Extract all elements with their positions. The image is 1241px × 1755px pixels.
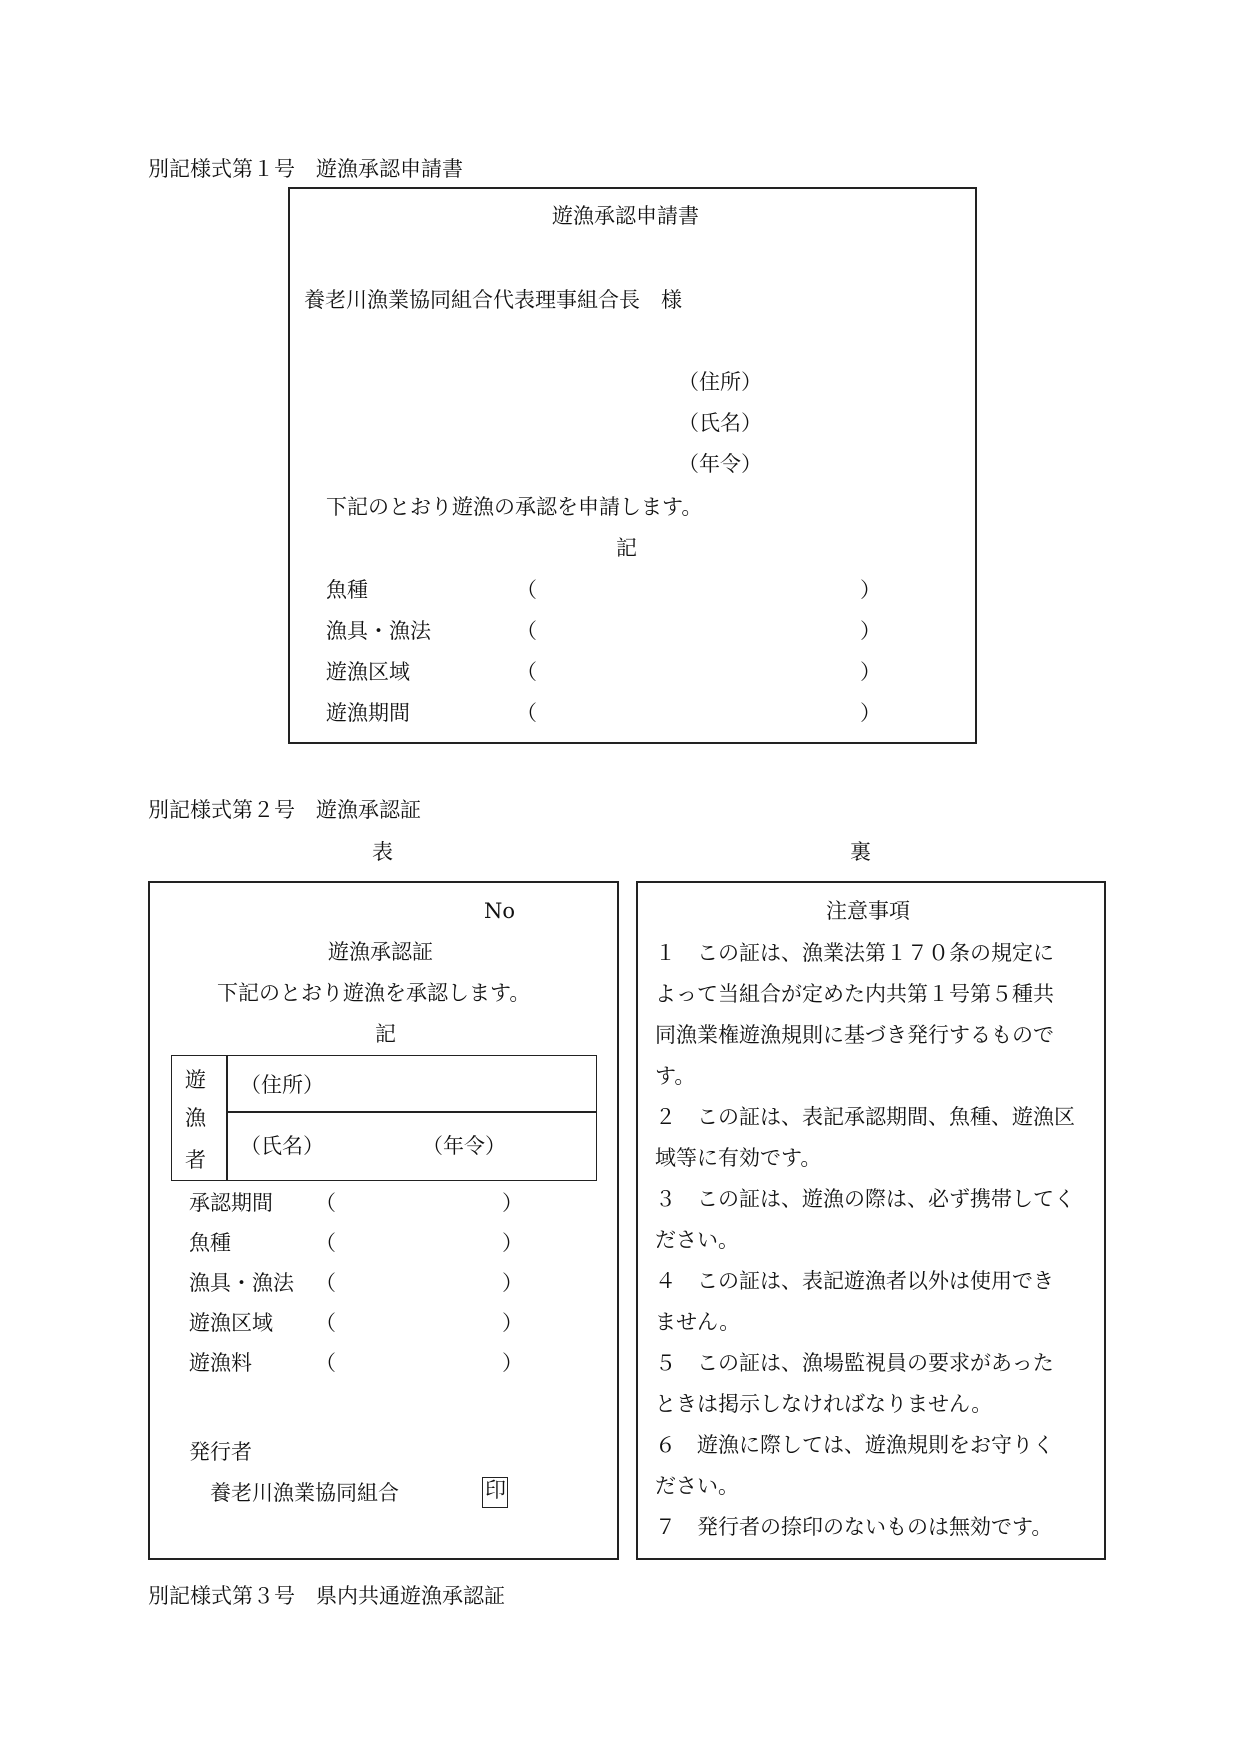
form2-front-label: 表 <box>372 840 393 864</box>
fisher-table <box>171 1055 597 1181</box>
front-item-gear: 漁具・漁法 <box>189 1271 294 1295</box>
front-paren-open: （ <box>315 1271 336 1295</box>
fisher-label-char: 漁 <box>185 1106 206 1130</box>
form1-item-period: 遊漁期間 <box>326 701 410 725</box>
front-item-area: 遊漁区域 <box>189 1311 273 1335</box>
note-line: ２ この証は、表記承認期間、魚種、遊漁区 <box>655 1105 1075 1129</box>
form2-front-no: No <box>484 899 516 923</box>
front-paren-close: ） <box>502 1191 523 1215</box>
form1-address-label: （住所） <box>678 370 762 394</box>
note-line: ５ この証は、漁場監視員の要求があった <box>655 1351 1054 1375</box>
note-line: ３ この証は、遊漁の際は、必ず携帯してく <box>655 1187 1075 1211</box>
form1-paren-open: （ <box>516 578 537 602</box>
note-line: １ この証は、漁業法第１７０条の規定に <box>655 941 1054 965</box>
form1-caption: 別記様式第１号 遊漁承認申請書 <box>148 157 463 181</box>
front-paren-close: ） <box>502 1231 523 1255</box>
form1-title: 遊漁承認申請書 <box>552 204 699 228</box>
form1-ki: 記 <box>616 536 637 560</box>
form1-paren-open: （ <box>516 619 537 643</box>
front-paren-close: ） <box>502 1351 523 1375</box>
front-item-period: 承認期間 <box>189 1191 273 1215</box>
form2-front-title: 遊漁承認証 <box>328 940 433 964</box>
front-item-fee: 遊漁料 <box>189 1351 252 1375</box>
form2-front-statement: 下記のとおり遊漁を承認します。 <box>217 981 531 1005</box>
form2-front-ki: 記 <box>375 1022 396 1046</box>
fisher-label-char: 遊 <box>185 1068 206 1092</box>
note-line: ださい。 <box>655 1228 739 1252</box>
fisher-label-char: 者 <box>185 1148 206 1172</box>
front-paren-open: （ <box>315 1311 336 1335</box>
front-issuer: 養老川漁業協同組合 <box>210 1481 399 1505</box>
front-paren-close: ） <box>502 1311 523 1335</box>
front-paren-open: （ <box>315 1231 336 1255</box>
note-line: ７ 発行者の捺印のないものは無効です。 <box>655 1515 1053 1539</box>
fisher-name-label: （氏名） <box>240 1134 324 1158</box>
back-title: 注意事項 <box>826 899 910 923</box>
note-line: 同漁業権遊漁規則に基づき発行するもので <box>655 1023 1054 1047</box>
fisher-address-label: （住所） <box>240 1073 324 1097</box>
note-line: ６ 遊漁に際しては、遊漁規則をお守りく <box>655 1433 1054 1457</box>
note-line: 域等に有効です。 <box>655 1146 822 1170</box>
seal-box: 印 <box>482 1477 508 1508</box>
note-line: よって当組合が定めた内共第１号第５種共 <box>655 982 1054 1006</box>
front-issuer-label: 発行者 <box>189 1440 252 1464</box>
fisher-table-row-divider <box>226 1111 597 1113</box>
form1-paren-open: （ <box>516 701 537 725</box>
form1-item-area: 遊漁区域 <box>326 660 410 684</box>
note-line: ４ この証は、表記遊漁者以外は使用でき <box>655 1269 1054 1293</box>
note-line: ときは掲示しなければなりません。 <box>655 1392 993 1416</box>
front-paren-open: （ <box>315 1351 336 1375</box>
note-line: す。 <box>655 1064 696 1088</box>
form1-paren-close: ） <box>860 578 881 602</box>
front-paren-close: ） <box>502 1271 523 1295</box>
form1-addressee: 養老川漁業協同組合代表理事組合長 様 <box>304 288 682 312</box>
note-line: ださい。 <box>655 1474 739 1498</box>
front-paren-open: （ <box>315 1191 336 1215</box>
form1-request: 下記のとおり遊漁の承認を申請します。 <box>326 495 703 519</box>
form2-caption: 別記様式第２号 遊漁承認証 <box>148 798 421 822</box>
note-line: ません。 <box>655 1310 741 1334</box>
form1-item-gear: 漁具・漁法 <box>326 619 431 643</box>
form1-name-label: （氏名） <box>678 411 762 435</box>
form1-paren-open: （ <box>516 660 537 684</box>
fisher-age-label: （年令） <box>422 1134 506 1158</box>
form1-item-fish: 魚種 <box>326 578 368 602</box>
form2-back-label: 裏 <box>850 840 871 864</box>
form1-paren-close: ） <box>860 660 881 684</box>
form1-paren-close: ） <box>860 619 881 643</box>
form1-age-label: （年令） <box>678 452 762 476</box>
form3-caption: 別記様式第３号 県内共通遊漁承認証 <box>148 1584 505 1608</box>
fisher-table-divider <box>226 1055 228 1181</box>
front-item-fish: 魚種 <box>189 1231 231 1255</box>
form1-paren-close: ） <box>860 701 881 725</box>
